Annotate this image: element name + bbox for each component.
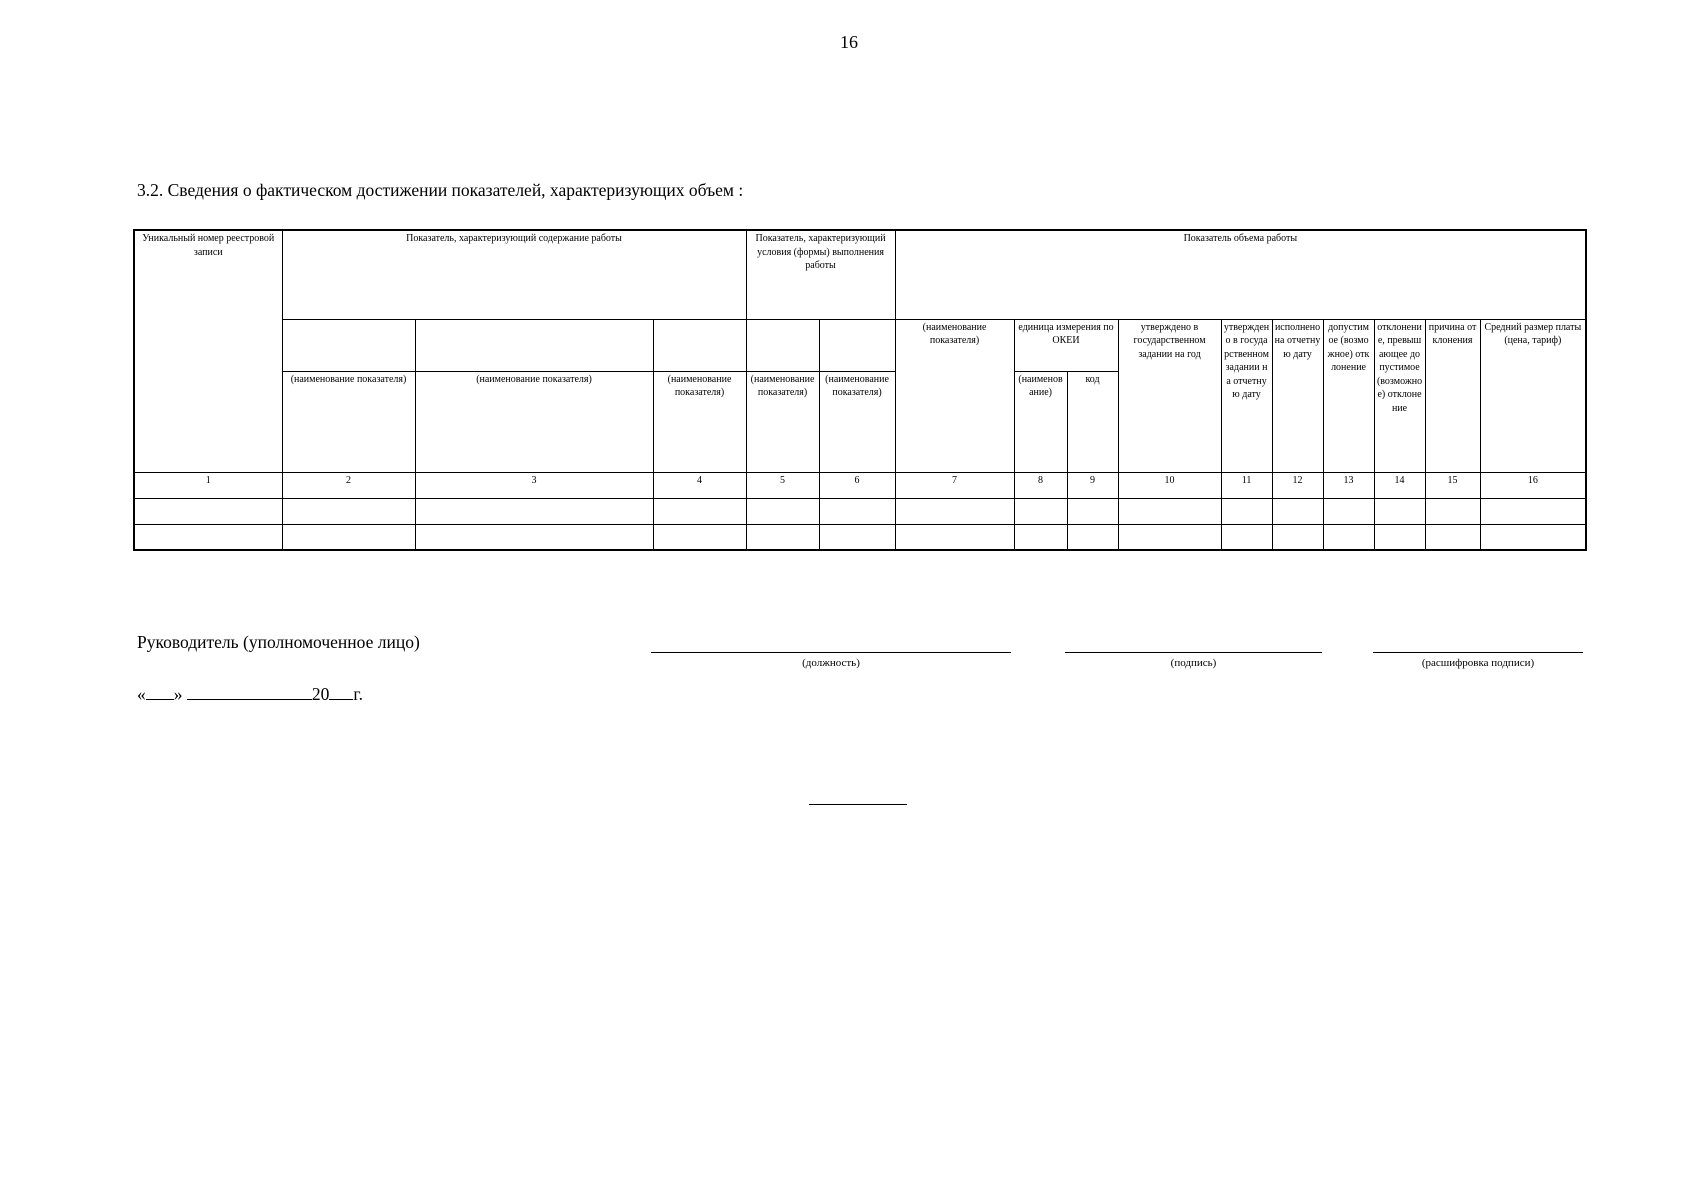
decode-caption: (расшифровка подписи) [1421, 657, 1535, 669]
blank-cell [282, 319, 415, 371]
header-unit-name: (наименование) [1014, 371, 1067, 472]
blank-cell [415, 319, 653, 371]
header-approved-date: утверждено в государственном задании на отчетную дату [1221, 319, 1272, 472]
month-blank[interactable] [187, 684, 312, 700]
header-average-fee: Средний размер платы (цена, тариф) [1480, 319, 1586, 472]
header-conditions-indicator: Показатель, характеризующий условия (формы) выполнения работы [746, 230, 895, 319]
header-allowed-deviation: допустимое (возможное) отклонение [1323, 319, 1374, 472]
header-content-indicator: Показатель, характеризующий содержание работы [282, 230, 746, 319]
table-row [134, 524, 1586, 550]
header-unique-number: Уникальный номер реестровой записи [134, 230, 282, 472]
blank-cell [819, 319, 895, 371]
col-number: 12 [1272, 472, 1323, 498]
col-number: 3 [415, 472, 653, 498]
col-number: 15 [1425, 472, 1480, 498]
col-number: 8 [1014, 472, 1067, 498]
col-number: 1 [134, 472, 282, 498]
year-blank[interactable] [329, 684, 353, 700]
header-volume-name: (наименование показателя) [895, 319, 1014, 472]
col-number: 13 [1323, 472, 1374, 498]
col-number: 16 [1480, 472, 1586, 498]
blank-cell [653, 319, 746, 371]
volume-indicators-table [133, 229, 1587, 551]
col-number: 5 [746, 472, 819, 498]
date-close-quote: » [173, 684, 183, 704]
date-open-quote: « [137, 684, 146, 704]
date-field [137, 684, 363, 705]
col-number: 10 [1118, 472, 1221, 498]
head-label: Руководитель (уполномоченное лицо) [137, 632, 420, 652]
blank-cell [746, 319, 819, 371]
col-number: 6 [819, 472, 895, 498]
year-prefix: 20 [311, 684, 330, 704]
decode-line[interactable] [1373, 652, 1583, 653]
col-number: 4 [653, 472, 746, 498]
col-number: 9 [1067, 472, 1118, 498]
header-deviation-reason: причина отклонения [1425, 319, 1480, 472]
end-divider [809, 804, 907, 805]
header-indicator-name-4: (наименование показателя) [746, 371, 819, 472]
position-line[interactable] [651, 652, 1011, 653]
header-executed: исполнено на отчетную дату [1272, 319, 1323, 472]
signature-caption: (подпись) [1170, 657, 1217, 669]
header-indicator-name-1: (наименование показателя) [282, 371, 415, 472]
header-volume-indicator: Показатель объема работы [895, 230, 1586, 319]
col-number: 7 [895, 472, 1014, 498]
section-title: 3.2. Сведения о фактическом достижении показателей, характеризующих объем : [137, 180, 744, 200]
header-exceeding-deviation: отклонение, превышающее допустимое (возможное) отклонение [1374, 319, 1425, 472]
position-caption: (должность) [802, 657, 860, 669]
header-indicator-name-2: (наименование показателя) [415, 371, 653, 472]
page-number: 16 [840, 32, 858, 52]
col-number: 11 [1221, 472, 1272, 498]
header-indicator-name-3: (наименование показателя) [653, 371, 746, 472]
header-unit-okei: единица измерения по ОКЕИ [1014, 319, 1118, 371]
header-unit-code: код [1067, 371, 1118, 472]
header-indicator-name-5: (наименование показателя) [819, 371, 895, 472]
signature-line[interactable] [1065, 652, 1322, 653]
col-number: 2 [282, 472, 415, 498]
header-approved-year: утверждено в государственном задании на год [1118, 319, 1221, 472]
table-row [134, 498, 1586, 524]
day-blank[interactable] [146, 684, 174, 700]
col-number: 14 [1374, 472, 1425, 498]
year-suffix: г. [353, 684, 363, 704]
